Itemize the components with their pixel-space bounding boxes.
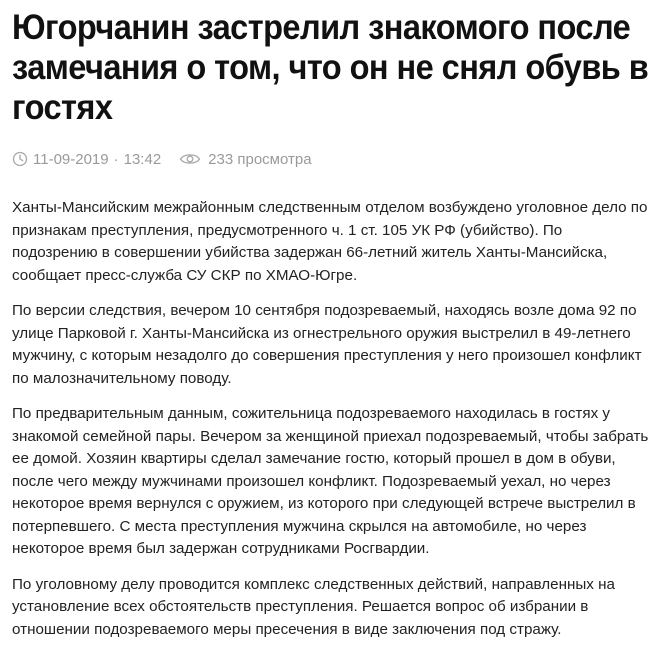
article-body [12,197,652,654]
views-count: 233 просмотра [208,150,312,168]
paragraph: По версии следствия, вечером 10 сентября подозреваемый, находясь возле дома 92 по улице Парковой г. Ханты-Мансийска из огнестрельного оружия выстрелил в 49-летнего мужчину, с которым незадолго до совершения преступления у него произошел конфликт по малозначительному поводу. [12,302,642,387]
paragraph: По уголовному делу проводится комплекс следственных действий, направленных на установление всех обстоятельств преступления. Решается вопрос об избрании в отношении подозреваемого меры пресечения в виде заключения под стражу. [12,575,615,638]
clock-icon [12,151,28,167]
article-meta [12,149,312,169]
publish-date: 11-09-2019 [33,150,109,168]
paragraph: По предварительным данным, сожительница подозреваемого находилась в гостях у знакомой семейной пары. Вечером за женщиной приехал подозреваемый, чтобы забрать ее домой. Хозяин квартиры сделал замечание гостю, который прошел в дом в обуви, после чего между мужчинами произошел конфликт. Подозреваемый уехал, но через некоторое время вернулся с оружием, из которого при следующей встрече выстрелил в потерпевшего. С места преступления мужчина скрылся на автомобиле, но через некоторое время был задержан сотрудниками Росгвардии. [12,405,649,557]
article-title: Югорчанин застрелил знакомого после замечания о том, что он не снял обувь в гостях [12,8,649,127]
paragraph: Ханты-Мансийским межрайонным следственным отделом возбуждено уголовное дело по признакам преступления, предусмотренного ч. 1 ст. 105 УК РФ (убийство). По подозрению в совершении убийства задержан 66-летний житель Ханты-Мансийска, сообщает пресс-служба СУ СКР по ХМАО-Югре. [12,199,648,284]
article [12,0,652,638]
eye-icon [179,152,201,166]
meta-separator: · [113,150,119,168]
publish-time: 13:42 [123,150,162,168]
